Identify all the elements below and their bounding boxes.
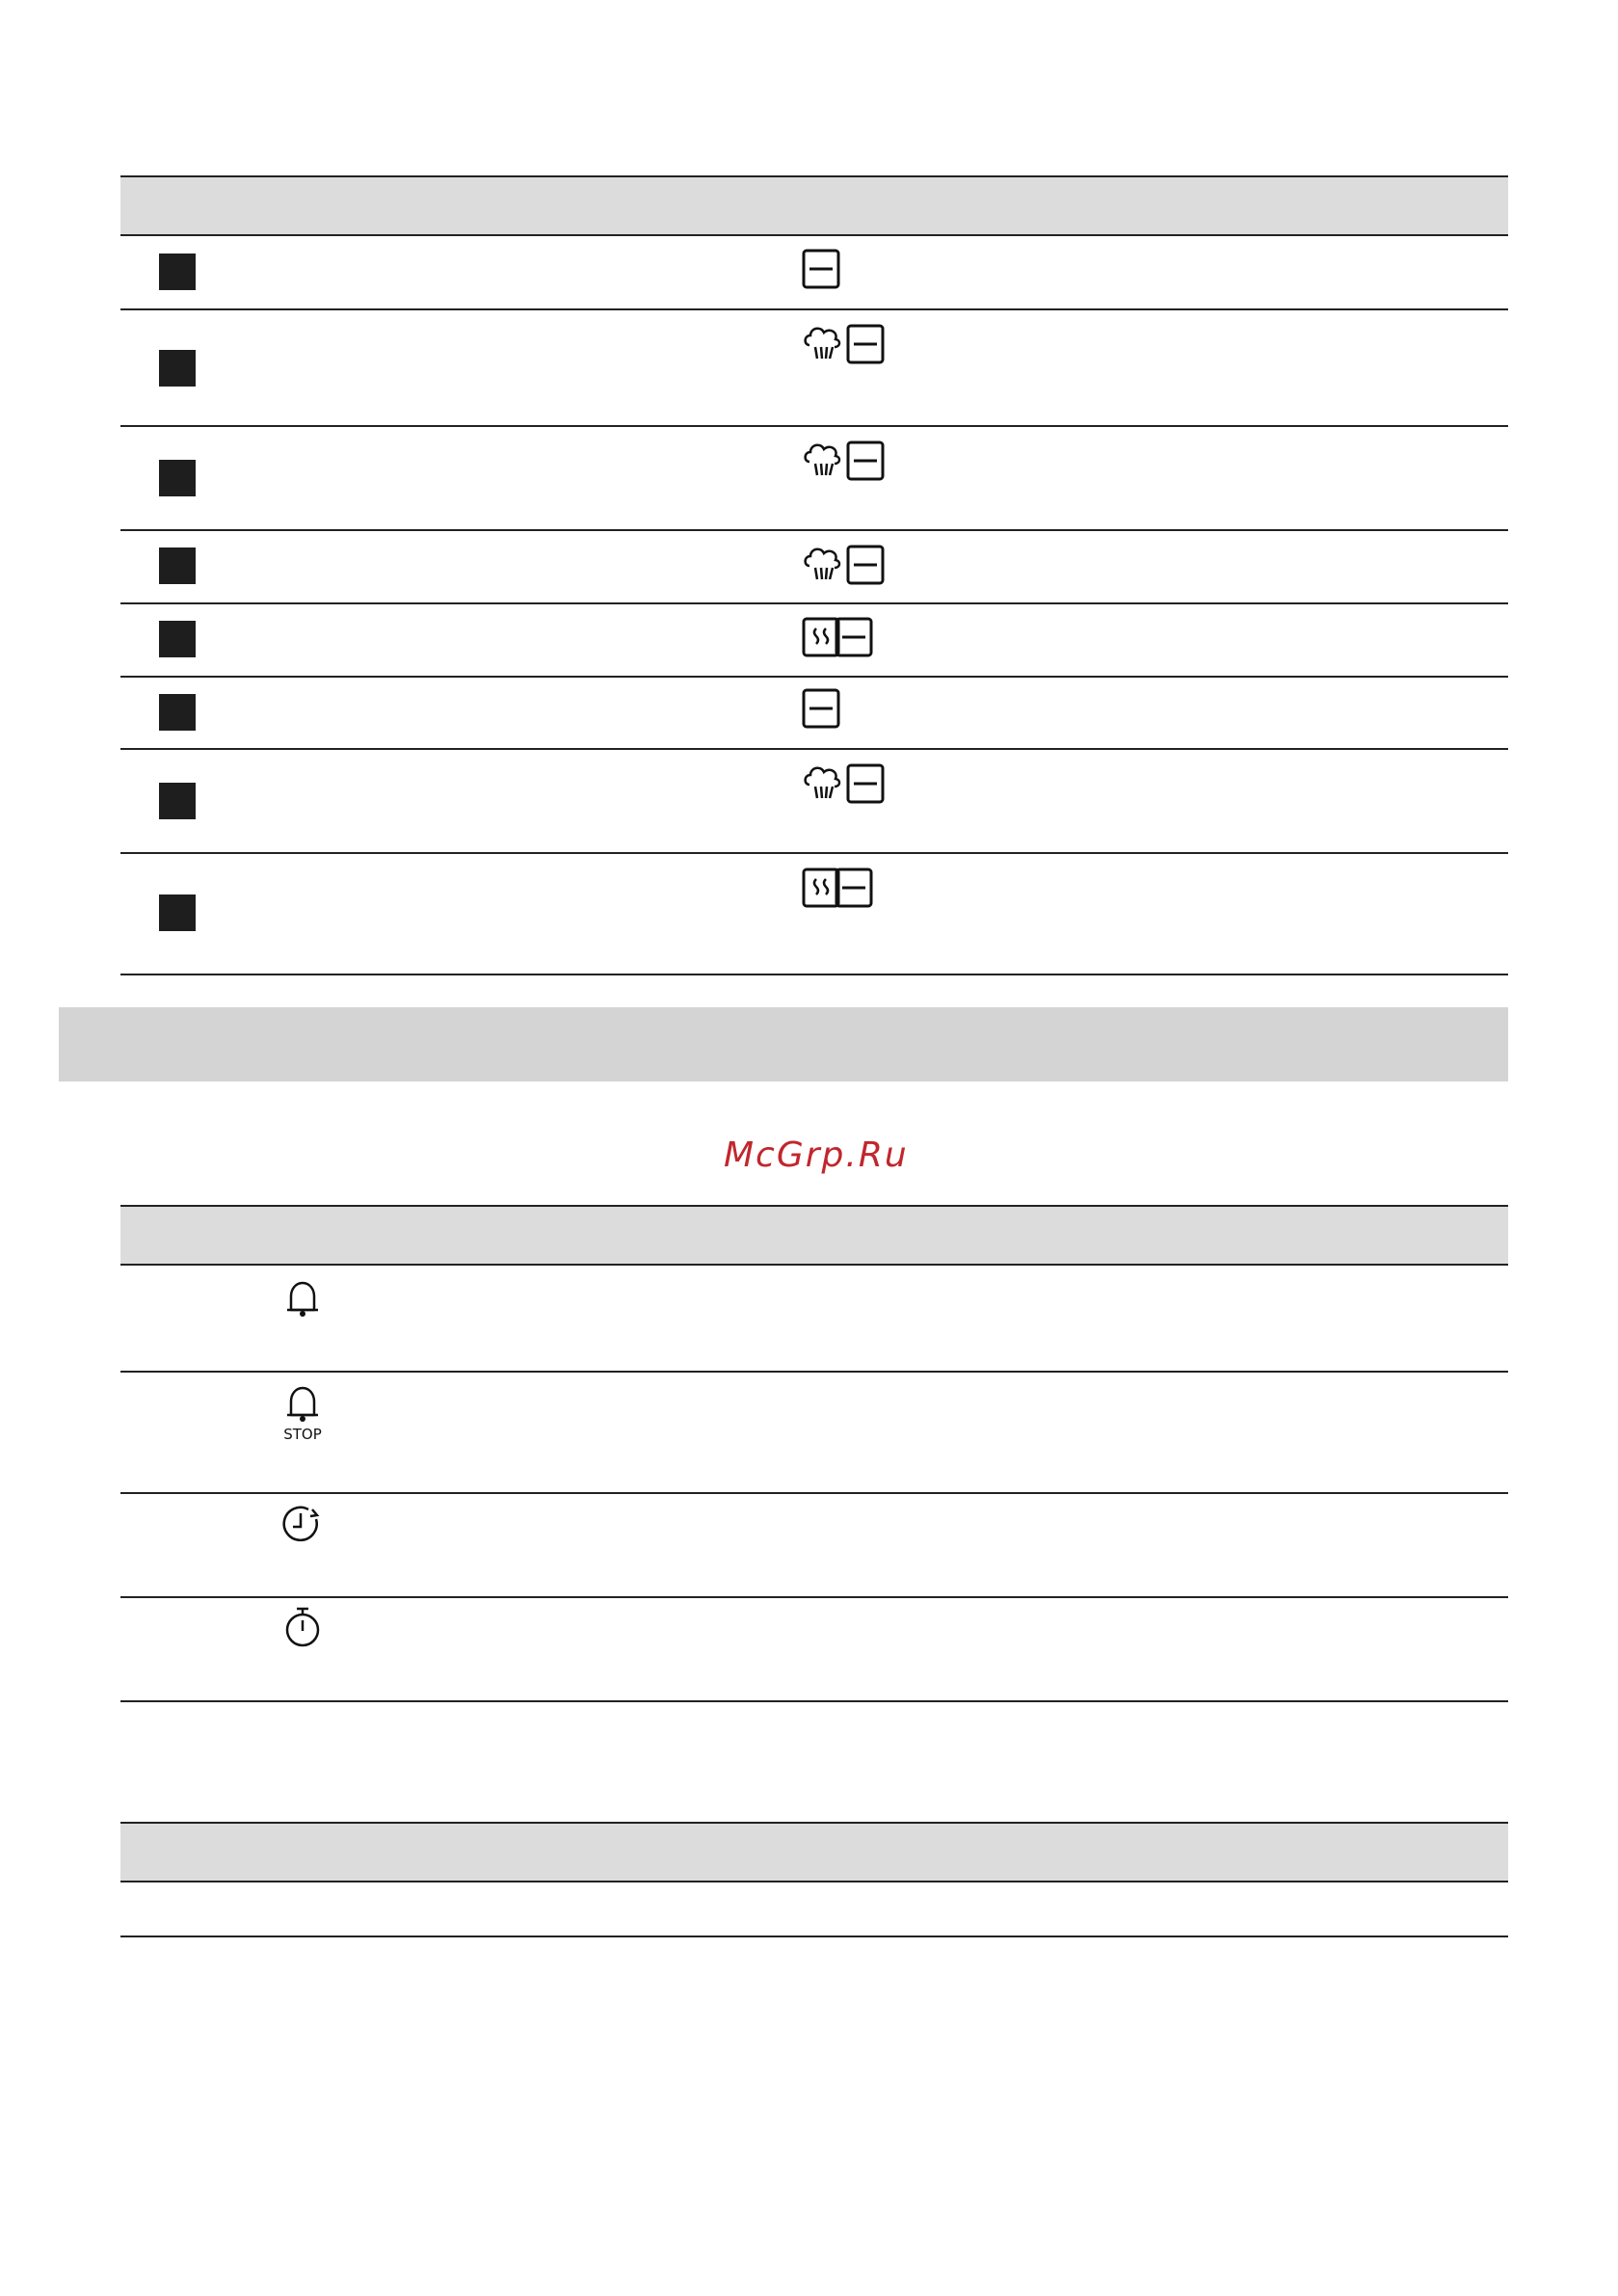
bell-stop-icon	[281, 1382, 324, 1425]
row-indicator-square	[159, 254, 196, 290]
table-rule	[120, 1936, 1508, 1937]
stop-label: STOP	[283, 1426, 322, 1443]
row-indicator-square	[159, 894, 196, 931]
table2-header	[120, 1205, 1508, 1266]
table-rule	[120, 852, 1508, 854]
bottom-heat-icon	[835, 868, 873, 908]
bottom-heat-icon	[835, 617, 873, 657]
table-rule	[120, 974, 1508, 975]
row-indicator-square	[159, 547, 196, 584]
table-rule	[120, 676, 1508, 678]
bell-icon	[281, 1277, 324, 1320]
section-heading-band	[59, 1007, 1508, 1081]
steam-icon	[802, 439, 844, 479]
table-rule	[120, 1596, 1508, 1598]
steam-icon	[802, 761, 844, 802]
bottom-heat-icon	[802, 249, 840, 289]
row-indicator-square	[159, 621, 196, 657]
row-indicator-square	[159, 783, 196, 819]
steam-icon	[802, 543, 844, 583]
clock-end-icon	[279, 1502, 326, 1548]
table-rule	[120, 1371, 1508, 1373]
table-rule	[120, 1700, 1508, 1702]
table-rule	[120, 748, 1508, 750]
table-rule	[120, 1492, 1508, 1494]
table1-header	[120, 175, 1508, 236]
bottom-heat-icon	[846, 545, 885, 585]
bottom-heat-icon	[846, 324, 885, 364]
row-indicator-square	[159, 694, 196, 731]
table-rule	[120, 602, 1508, 604]
bottom-heat-icon	[846, 441, 885, 481]
row-indicator-square	[159, 350, 196, 387]
row-indicator-square	[159, 460, 196, 496]
bottom-heat-icon	[802, 688, 840, 729]
steam-icon	[802, 322, 844, 362]
watermark-text: McGrp.Ru	[724, 1135, 909, 1175]
bottom-heat-icon	[846, 763, 885, 804]
table-rule	[120, 308, 1508, 310]
table-rule	[120, 529, 1508, 531]
stopwatch-icon	[281, 1604, 324, 1650]
table3-header	[120, 1822, 1508, 1882]
table-rule	[120, 425, 1508, 427]
